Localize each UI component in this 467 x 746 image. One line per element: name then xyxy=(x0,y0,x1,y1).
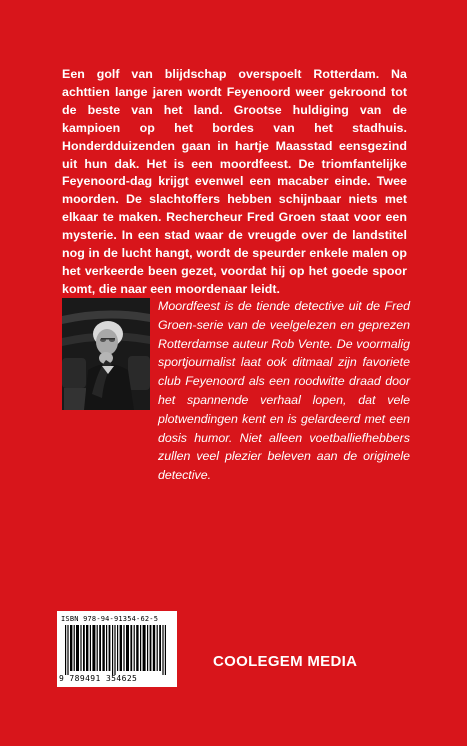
author-bio-text: is de tiende detective uit de Fred Groen-serie van de veelgelezen en geprezen Rotterdamse auteur Rob Vente. De voormalig sportjournalist laat ook ditmaal zijn favoriete club Feyenoord als een roodwitte draad door het spannende verhaal lopen, dat vele plotwendingen kent en is gelardeerd met een dosis humor. Niet alleen voetballiefhebbers zullen veel plezier beleven aan de originele detective. xyxy=(158,299,410,483)
barcode-bars xyxy=(61,625,173,675)
blurb-text: Een golf van blijdschap overspoelt Rotterdam. Na achttien lange jaren wordt Feyenoord weer gekroond tot de beste van het land. Grootse huldiging van de kampioen op het bordes van het stadhuis. Honderdduizenden gaan in hartje Maasstad eensgezind uit hun dak. Het is een moordfeest. De triomfantelijke Feyenoord-dag krijgt evenwel een macaber einde. Twee moorden. De slachtoffers hebben schijnbaar niets met elkaar te maken. Rechercheur Fred Groen staat voor een mysterie. In een stad waar de vreugde over de landstitel nog in de lucht hangt, wordt de speurder enkele malen op het verkeerde been gezet, voordat hij op het goede spoor komt, die naar een moordenaar leidt. xyxy=(62,67,407,296)
author-photo xyxy=(62,298,150,410)
barcode xyxy=(57,611,177,687)
author-photo-image xyxy=(62,298,150,410)
author-bio xyxy=(158,297,410,485)
barcode-digits: 9 789491 354625 xyxy=(59,674,138,683)
publisher-name: COOLEGEM MEDIA xyxy=(213,653,358,670)
isbn-label: ISBN 978-94-91354-62-5 xyxy=(61,615,159,623)
book-title: Moordfeest xyxy=(158,299,220,313)
